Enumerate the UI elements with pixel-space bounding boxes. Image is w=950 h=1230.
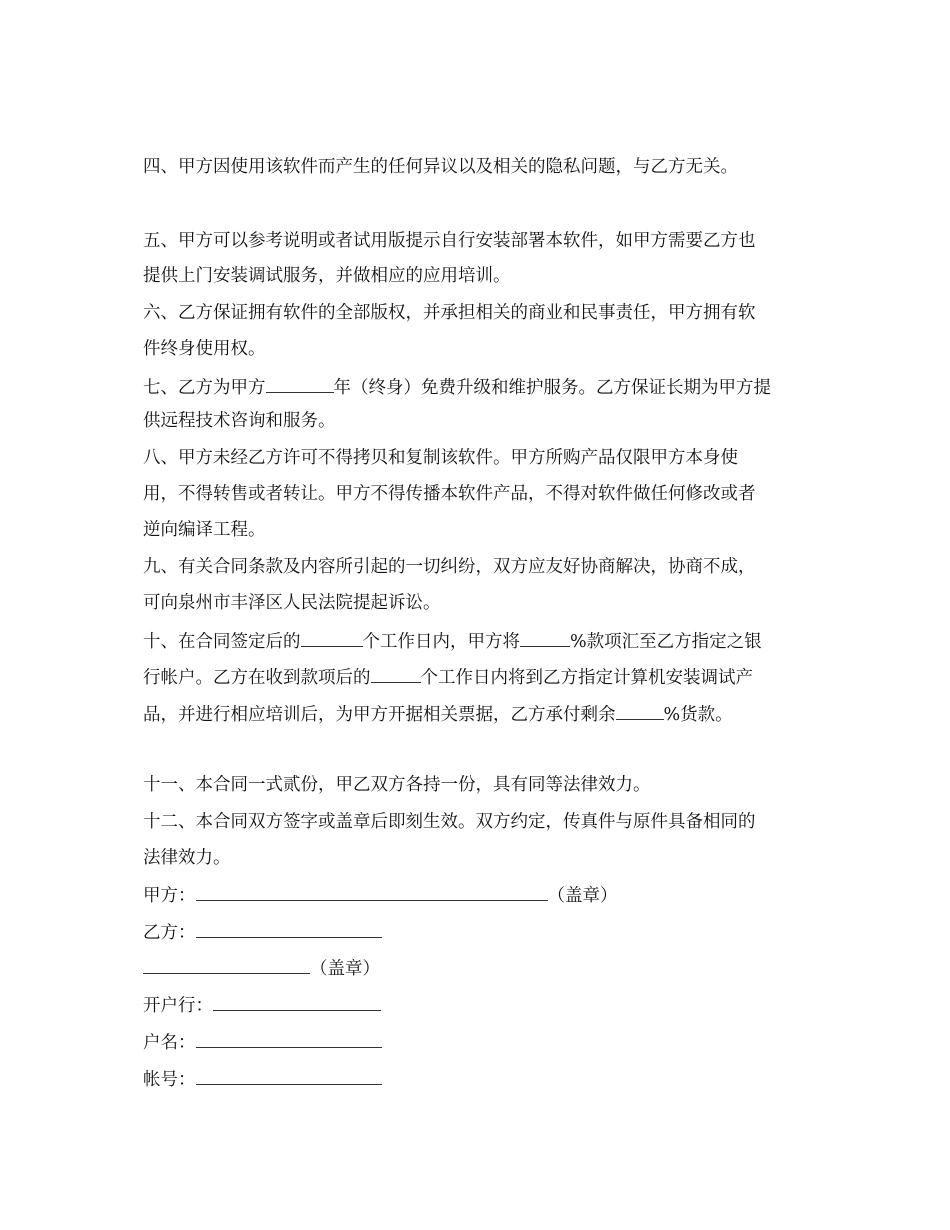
clause-text: 十、在合同签定后的 bbox=[143, 632, 301, 652]
clause-8-cont bbox=[143, 518, 266, 542]
clause-10 bbox=[143, 628, 762, 652]
seal-label: （盖章） bbox=[310, 959, 380, 979]
party-a-row bbox=[143, 882, 618, 906]
account-number-field-line[interactable] bbox=[196, 1066, 382, 1085]
clause-text: 法律效力。 bbox=[143, 848, 231, 868]
clause-10-cont bbox=[143, 664, 753, 688]
clause-text: 六、乙方保证拥有软件的全部版权，并承担相关的商业和民事责任，甲方拥有软 bbox=[143, 303, 756, 323]
clause-12-cont bbox=[143, 846, 231, 870]
clause-text: 品，并进行相应培训后，为甲方开据相关票据，乙方承付剩余 bbox=[143, 705, 616, 725]
clause-text: 九、有关合同条款及内容所引起的一切纠纷，双方应友好协商解决，协商不成， bbox=[143, 557, 756, 577]
party-b-row bbox=[143, 919, 382, 943]
bank-field-line[interactable] bbox=[213, 992, 381, 1011]
party-b-seal-line[interactable] bbox=[143, 955, 310, 974]
fill-in-blank-days[interactable] bbox=[301, 628, 363, 647]
clause-text: 个工作日内，甲方将 bbox=[362, 632, 520, 652]
clause-text: 可向泉州市丰泽区人民法院提起诉讼。 bbox=[143, 593, 441, 613]
clause-4 bbox=[143, 155, 738, 179]
clause-text: 五、甲方可以参考说明或者试用版提示自行安装部署本软件，如甲方需要乙方也 bbox=[143, 231, 756, 251]
clause-11 bbox=[143, 773, 651, 797]
clause-text: 年（终身）免费升级和维护服务。乙方保证长期为甲方提 bbox=[333, 378, 771, 398]
clause-text: %货款。 bbox=[663, 705, 733, 725]
clause-text: 个工作日内将到乙方指定计算机安装调试产 bbox=[420, 668, 753, 688]
clause-5 bbox=[143, 229, 756, 253]
account-name-row bbox=[143, 1029, 382, 1053]
clause-text: 逆向编译工程。 bbox=[143, 520, 266, 540]
clause-text: 七、乙方为甲方 bbox=[143, 378, 266, 398]
party-b-seal-row bbox=[143, 955, 380, 979]
clause-text: 提供上门安装调试服务，并做相应的应用培训。 bbox=[143, 266, 511, 286]
clause-7-cont bbox=[143, 409, 336, 433]
clause-12 bbox=[143, 810, 756, 834]
party-a-label: 甲方： bbox=[143, 886, 196, 906]
clause-9-cont bbox=[143, 591, 441, 615]
account-name-label: 户名： bbox=[143, 1033, 196, 1053]
clause-6 bbox=[143, 301, 756, 325]
account-name-field-line[interactable] bbox=[196, 1029, 382, 1048]
fill-in-blank-years[interactable] bbox=[266, 374, 334, 393]
clause-text: 四、甲方因使用该软件而产生的任何异议以及相关的隐私问题，与乙方无关。 bbox=[143, 157, 738, 177]
seal-label: （盖章） bbox=[547, 886, 618, 906]
party-b-signature-line[interactable] bbox=[196, 919, 382, 938]
clause-8-cont bbox=[143, 482, 756, 506]
account-number-row bbox=[143, 1066, 382, 1090]
clause-9 bbox=[143, 555, 756, 579]
party-a-signature-line[interactable] bbox=[196, 882, 548, 901]
contract-page bbox=[143, 0, 823, 1230]
fill-in-blank-percent[interactable] bbox=[520, 628, 570, 647]
clause-text: %款项汇至乙方指定之银 bbox=[570, 632, 762, 652]
clause-10-cont bbox=[143, 701, 733, 725]
clause-6-cont bbox=[143, 337, 266, 361]
fill-in-blank-percent[interactable] bbox=[616, 701, 664, 720]
clause-text: 件终身使用权。 bbox=[143, 339, 266, 359]
account-number-label: 帐号： bbox=[143, 1070, 196, 1090]
clause-text: 行帐户。乙方在收到款项后的 bbox=[143, 668, 371, 688]
bank-label: 开户行： bbox=[143, 996, 213, 1016]
clause-text: 八、甲方未经乙方许可不得拷贝和复制该软件。甲方所购产品仅限甲方本身使 bbox=[143, 448, 738, 468]
bank-row bbox=[143, 992, 381, 1016]
fill-in-blank-days[interactable] bbox=[371, 664, 421, 683]
clause-text: 供远程技术咨询和服务。 bbox=[143, 411, 336, 431]
clause-text: 用，不得转售或者转让。甲方不得传播本软件产品，不得对软件做任何修改或者 bbox=[143, 484, 756, 504]
clause-text: 十一、本合同一式贰份，甲乙双方各持一份，具有同等法律效力。 bbox=[143, 775, 651, 795]
clause-5-cont bbox=[143, 264, 511, 288]
clause-text: 十二、本合同双方签字或盖章后即刻生效。双方约定，传真件与原件具备相同的 bbox=[143, 812, 756, 832]
party-b-label: 乙方： bbox=[143, 923, 196, 943]
clause-8 bbox=[143, 446, 738, 470]
clause-7 bbox=[143, 374, 771, 398]
